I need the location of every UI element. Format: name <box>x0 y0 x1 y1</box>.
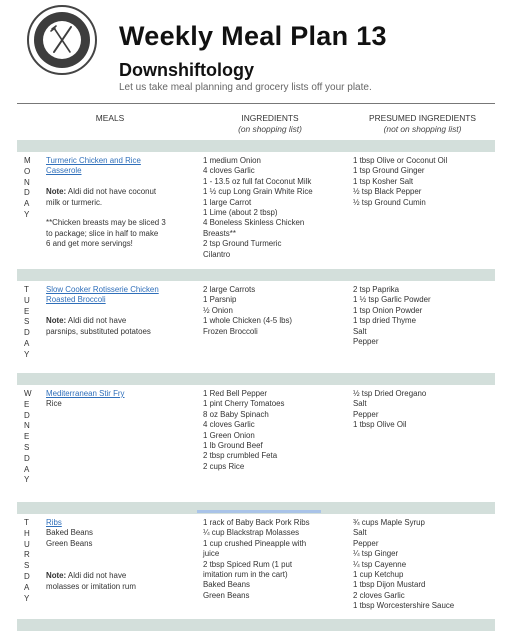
highlight-bar <box>197 510 321 513</box>
day-letter: D <box>24 328 30 338</box>
day-letters <box>24 518 30 604</box>
presumed-item: 1 tbsp Worcestershire Sauce <box>353 601 455 611</box>
note-label: Note: <box>46 571 67 581</box>
recipe-link[interactable]: Mediterranean Stir Fry <box>46 389 125 398</box>
recipe-link[interactable]: Casserole <box>46 166 82 176</box>
presumed-item: ½ tsp Dried Oregano <box>353 389 427 398</box>
presumed-item: 1 tsp Ground Ginger <box>353 166 425 176</box>
ingredient-item: 1 - 13.5 oz full fat Coconut Milk <box>203 176 312 186</box>
presumed-item: ¼ tsp Ginger <box>353 549 399 559</box>
ingredient-item: 1 ½ cup Long Grain White Rice <box>203 187 313 197</box>
presumed-cell <box>353 156 495 208</box>
day-letter: N <box>24 421 30 431</box>
day-letter: W <box>24 389 32 398</box>
ingredient-item: 1 cup crushed Pineapple with <box>203 538 307 548</box>
presumed-item: Pepper <box>353 538 379 548</box>
presumed-item: 2 cloves Garlic <box>353 590 405 600</box>
note <box>46 316 181 326</box>
page-subtitle: Downshiftology <box>119 60 254 80</box>
ingredient-item: 2 tbsp Spiced Rum (1 put <box>203 559 293 569</box>
note-label: Note: <box>46 187 67 197</box>
presumed-item: Salt <box>353 399 367 409</box>
day-letter: S <box>24 442 30 452</box>
ingredient-item: 4 cloves Garlic <box>203 166 255 176</box>
ingredient-item: 2 tbsp crumbled Feta <box>203 451 278 461</box>
ingredient-item: 2 tsp Ground Turmeric <box>203 239 282 249</box>
ingredient-item: 1 Green Onion <box>203 430 255 440</box>
note-text: milk or turmeric. <box>46 197 103 207</box>
presumed-item: Salt <box>353 326 367 336</box>
day-letter: H <box>24 528 30 538</box>
section-divider <box>17 619 495 631</box>
ingredient-item: 2 cups Rice <box>203 461 245 471</box>
ingredient-item: 8 oz Baby Spinach <box>203 409 269 419</box>
meals-cell <box>46 156 181 250</box>
presumed-cell <box>353 389 495 431</box>
side-dish: Green Beans <box>46 538 93 548</box>
presumed-item: 1 tbsp Dijon Mustard <box>353 580 426 590</box>
section-divider <box>17 373 495 385</box>
extra-note: **Chicken breasts may be sliced 3 <box>46 218 166 228</box>
day-letter: A <box>24 582 30 592</box>
day-letter: D <box>24 188 30 198</box>
note-text: Aldi did not have <box>66 571 127 581</box>
ingredients-cell <box>203 389 343 472</box>
col-header-presumed: PRESUMED INGREDIENTS (not on shopping list) <box>368 113 477 134</box>
presumed-item: 2 tsp Paprika <box>353 285 400 294</box>
extra-note: 6 and get more servings! <box>46 239 133 249</box>
presumed-item: ¾ cups Maple Syrup <box>353 518 425 527</box>
presumed-item: 1 tsp Onion Powder <box>353 305 423 315</box>
day-letter: T <box>24 285 29 294</box>
page-tagline: Let us take meal planning and grocery lists off your plate. <box>119 82 372 93</box>
meals-cell <box>46 389 181 410</box>
presumed-item: ¼ tsp Cayenne <box>353 559 407 569</box>
presumed-cell <box>353 518 495 612</box>
ingredient-item: 1 Parsnip <box>203 295 237 305</box>
day-letter: E <box>24 306 30 316</box>
note-text: parsnips, substituted potatoes <box>46 326 151 336</box>
presumed-item: 1 tbsp Olive or Coconut Oil <box>353 156 448 165</box>
spacer <box>46 549 181 571</box>
ingredient-item: imitation rum in the cart) <box>203 570 288 580</box>
logo <box>26 4 98 76</box>
day-letter: A <box>24 199 30 209</box>
recipe-link[interactable]: Slow Cooker Rotisserie Chicken <box>46 285 159 294</box>
ingredient-item: Baked Beans <box>203 580 250 590</box>
day-letter: M <box>24 156 31 165</box>
ingredient-item: ¼ cup Blackstrap Molasses <box>203 528 300 538</box>
col-header-ingredients: INGREDIENTS (on shopping list) <box>238 113 302 134</box>
recipe-link[interactable]: Ribs <box>46 518 62 527</box>
day-letter: Y <box>24 475 30 485</box>
day-letter: D <box>24 571 30 581</box>
note-text: molasses or imitation rum <box>46 581 136 591</box>
header-divider <box>17 103 495 104</box>
day-letter: T <box>24 518 29 527</box>
ingredient-item: 4 Boneless Skinless Chicken <box>203 218 305 228</box>
extra-note: to package; slice in half to make <box>46 228 159 238</box>
ingredient-item: 4 cloves Garlic <box>203 420 255 430</box>
presumed-item: Pepper <box>353 337 379 347</box>
day-letter: S <box>24 317 30 327</box>
ingredient-item: 1 rack of Baby Back Pork Ribs <box>203 518 310 527</box>
day-letter: A <box>24 338 30 348</box>
day-letter: U <box>24 539 30 549</box>
day-letter: A <box>24 464 30 474</box>
day-letter: E <box>24 432 30 442</box>
spacer <box>46 177 181 187</box>
ingredient-item: 1 medium Onion <box>203 156 261 165</box>
presumed-item: 1 cup Ketchup <box>353 570 404 580</box>
day-letter: N <box>24 177 30 187</box>
section-divider <box>17 269 495 281</box>
ingredient-item: 1 whole Chicken (4-5 lbs) <box>203 316 293 326</box>
presumed-item: Pepper <box>353 409 379 419</box>
day-letters <box>24 389 32 486</box>
ingredient-item: 2 large Carrots <box>203 285 256 294</box>
presumed-item: 1 ½ tsp Garlic Powder <box>353 295 431 305</box>
ingredient-item: Cilantro <box>203 249 231 259</box>
day-letter: D <box>24 410 30 420</box>
presumed-item: ½ tsp Black Pepper <box>353 187 422 197</box>
day-letter: Y <box>24 209 30 219</box>
recipe-link[interactable]: Turmeric Chicken and Rice <box>46 156 141 165</box>
ingredient-item: Frozen Broccoli <box>203 326 258 336</box>
note-text: Aldi did not have <box>66 316 127 326</box>
ingredient-item: 1 Lime (about 2 tbsp) <box>203 208 278 218</box>
note <box>46 187 181 197</box>
day-letter: Y <box>24 349 30 359</box>
ingredient-item: Green Beans <box>203 590 250 600</box>
side-dish: Baked Beans <box>46 528 93 538</box>
ingredient-item: 1 Red Bell Pepper <box>203 389 268 398</box>
ingredients-cell <box>203 156 343 260</box>
ingredients-cell <box>203 518 343 601</box>
day-letter: S <box>24 561 30 571</box>
presumed-cell <box>353 285 495 347</box>
day-letter: U <box>24 295 30 305</box>
ingredient-item: 1 pint Cherry Tomatoes <box>203 399 285 409</box>
note-label: Note: <box>46 316 67 326</box>
spacer <box>46 208 181 218</box>
section-divider <box>17 140 495 152</box>
col-header-meals: MEALS <box>95 113 125 123</box>
day-letter: Y <box>24 593 30 603</box>
page-title: Weekly Meal Plan 13 <box>119 21 387 51</box>
day-letters <box>24 285 30 361</box>
ingredient-item: 1 large Carrot <box>203 197 252 207</box>
ingredient-item: 1 lb Ground Beef <box>203 441 263 451</box>
day-letter: R <box>24 550 30 560</box>
spacer <box>46 306 181 316</box>
ingredient-item: Breasts** <box>203 228 236 238</box>
ingredients-cell <box>203 285 343 337</box>
presumed-item: 1 tsp dried Thyme <box>353 316 417 326</box>
day-letter: O <box>24 166 31 176</box>
note <box>46 571 181 581</box>
presumed-item: 1 tsp Kosher Salt <box>353 176 414 186</box>
ingredient-item: ½ Onion <box>203 305 233 315</box>
presumed-item: Salt <box>353 528 367 538</box>
meals-cell <box>46 285 181 337</box>
ingredient-item: juice <box>203 549 220 559</box>
meals-cell <box>46 518 181 592</box>
day-letters <box>24 156 31 221</box>
presumed-item: 1 tbsp Olive Oil <box>353 420 407 430</box>
presumed-item: ½ tsp Ground Cumin <box>353 197 426 207</box>
recipe-link[interactable]: Roasted Broccoli <box>46 295 106 305</box>
side-dish: Rice <box>46 399 62 409</box>
note-text: Aldi did not have coconut <box>66 187 157 197</box>
day-letter: D <box>24 453 30 463</box>
day-letter: E <box>24 399 30 409</box>
